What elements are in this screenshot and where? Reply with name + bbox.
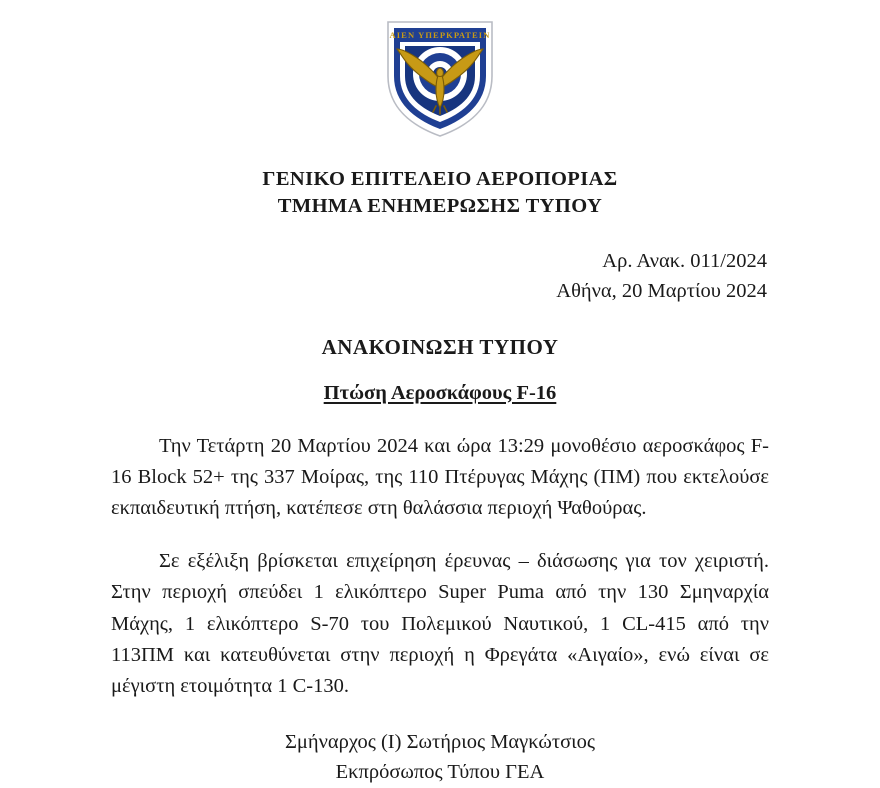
organization-header <box>0 166 880 219</box>
signatory-role: Εκπρόσωπος Τύπου ΓΕΑ <box>335 760 545 783</box>
paragraph-1: Την Τετάρτη 20 Μαρτίου 2024 και ώρα 13:29 μονοθέσιο αεροσκάφος F-16 Block 52+ της 337 Μοίρας, της 110 Πτέρυγας Μάχης (ΠΜ) που εκτελούσε εκπαιδευτική πτήση, κατέπεσε στη θαλάσσια περιοχή Ψαθούρας. <box>111 434 769 520</box>
emblem-container <box>0 0 880 140</box>
organization-name-line1: ΓΕΝΙΚΟ ΕΠΙΤΕΛΕΙΟ ΑΕΡΟΠΟΡΙΑΣ <box>262 168 618 190</box>
eagle-head <box>437 68 444 77</box>
organization-name-line2: ΤΜΗΜΑ ΕΝΗΜΕΡΩΣΗΣ ΤΥΠΟΥ <box>277 194 603 217</box>
paragraph-2: Σε εξέλιξη βρίσκεται επιχείρηση έρευνας – διάσωσης για τον χειριστή. Στην περιοχή σπεύδει 1 ελικόπτερο Super Puma από την 130 Σμηναρχία Μάχης, 1 ελικόπτερο S-70 του Πολεμικού Ναυτικού, 1 CL-415 από την 113ΠΜ και κατευθύνεται στην περιοχή η Φρεγάτα «Αιγαίο», ενώ είναι σε μέγιστη ετοιμότητα 1 C-130. <box>111 550 769 697</box>
signatory-name: Σμήναρχος (Ι) Σωτήριος Μαγκώτσιος <box>284 730 596 753</box>
body-text <box>111 431 769 702</box>
signature-block <box>0 728 880 787</box>
emblem-motto-text: ΑΙΕΝ ΥΠΕΡΚΡΑΤΕΙΝ <box>389 30 491 40</box>
document-subtitle-text: Πτώση Αεροσκάφους F-16 <box>323 381 557 404</box>
hellenic-air-force-emblem-icon <box>376 12 504 140</box>
document-title: ΑΝΑΚΟΙΝΩΣΗ ΤΥΠΟΥ <box>321 334 559 359</box>
announcement-number: Αρ. Ανακ. 011/2024 <box>602 250 767 273</box>
document-subtitle <box>0 382 880 405</box>
reference-block <box>0 247 880 306</box>
place-and-date: Αθήνα, 20 Μαρτίου 2024 <box>556 280 767 302</box>
